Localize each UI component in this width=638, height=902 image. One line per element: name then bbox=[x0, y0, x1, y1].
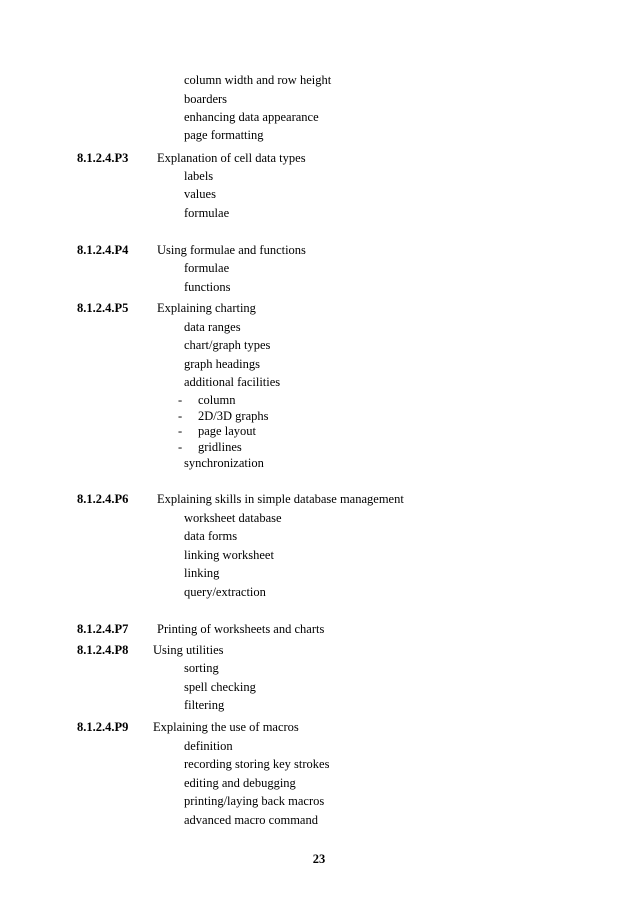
list-item: labels bbox=[184, 169, 214, 183]
list-item: advanced macro command bbox=[184, 813, 318, 827]
section-code: 8.1.2.4.P3 bbox=[77, 151, 129, 165]
sub-list-item: gridlines bbox=[198, 440, 242, 454]
list-item: linking worksheet bbox=[184, 548, 274, 562]
sub-bullet: - bbox=[178, 409, 183, 423]
list-item: functions bbox=[184, 280, 231, 294]
list-item: linking bbox=[184, 566, 220, 580]
section-code: 8.1.2.4.P8 bbox=[77, 643, 129, 657]
sub-list-item: column bbox=[198, 393, 236, 407]
list-item: chart/graph types bbox=[184, 338, 271, 352]
list-item: values bbox=[184, 187, 216, 201]
sub-bullet: - bbox=[178, 393, 183, 407]
section-title: Printing of worksheets and charts bbox=[157, 622, 325, 636]
list-item: graph headings bbox=[184, 357, 261, 371]
list-item: filtering bbox=[184, 698, 225, 712]
list-item: data ranges bbox=[184, 320, 241, 334]
list-item: spell checking bbox=[184, 680, 256, 694]
list-item: data forms bbox=[184, 529, 238, 543]
list-item: enhancing data appearance bbox=[184, 110, 319, 124]
list-item: definition bbox=[184, 739, 233, 753]
section-code: 8.1.2.4.P6 bbox=[77, 492, 129, 506]
section-title: Explanation of cell data types bbox=[157, 151, 306, 165]
section-code: 8.1.2.4.P9 bbox=[77, 720, 129, 734]
list-item: additional facilities bbox=[184, 375, 281, 389]
list-item: recording storing key strokes bbox=[184, 757, 330, 771]
sub-bullet: - bbox=[178, 424, 183, 438]
section-title: Using utilities bbox=[153, 643, 224, 657]
section-title: Explaining the use of macros bbox=[153, 720, 299, 734]
section-code: 8.1.2.4.P5 bbox=[77, 301, 129, 315]
sub-list-item: 2D/3D graphs bbox=[198, 409, 269, 423]
section-code: 8.1.2.4.P7 bbox=[77, 622, 129, 636]
section-title: Explaining skills in simple database management bbox=[157, 492, 404, 506]
list-item: printing/laying back macros bbox=[184, 794, 325, 808]
sub-list-item: page layout bbox=[198, 424, 256, 438]
section-title: Explaining charting bbox=[157, 301, 256, 315]
list-item: page formatting bbox=[184, 128, 264, 142]
section-title: Using formulae and functions bbox=[157, 243, 306, 257]
list-item: boarders bbox=[184, 92, 228, 106]
list-item: worksheet database bbox=[184, 511, 282, 525]
page-number: 23 bbox=[312, 852, 326, 866]
list-item: synchronization bbox=[184, 456, 264, 470]
list-item: formulae bbox=[184, 261, 230, 275]
list-item: column width and row height bbox=[184, 73, 332, 87]
list-item: editing and debugging bbox=[184, 776, 296, 790]
list-item: formulae bbox=[184, 206, 230, 220]
sub-bullet: - bbox=[178, 440, 183, 454]
section-code: 8.1.2.4.P4 bbox=[77, 243, 129, 257]
list-item: sorting bbox=[184, 661, 219, 675]
list-item: query/extraction bbox=[184, 585, 266, 599]
